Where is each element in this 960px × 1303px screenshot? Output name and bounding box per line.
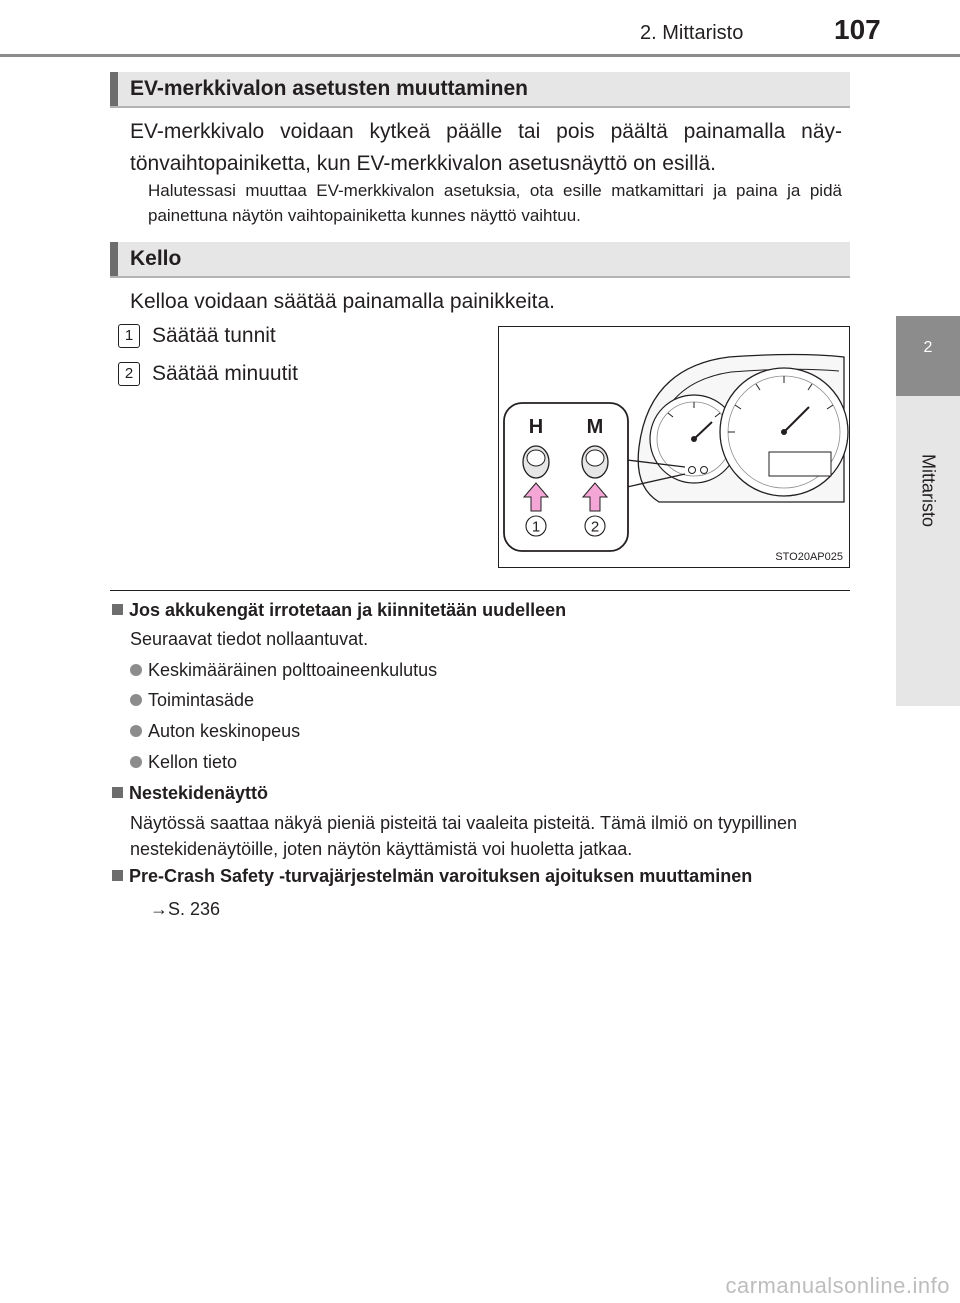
step-hours xyxy=(118,324,276,348)
list-item: Auton keskinopeus xyxy=(130,721,300,742)
cluster-display xyxy=(769,452,831,476)
section-title-clock: Kello xyxy=(130,247,182,270)
page-number: 107 xyxy=(834,14,881,45)
cluster-button-h xyxy=(689,467,696,474)
header-chapter: 2. Mittaristo xyxy=(640,22,744,44)
step-text: Säätää tunnit xyxy=(152,324,276,347)
button-h-top xyxy=(527,450,545,466)
section-heading-ev xyxy=(110,72,850,108)
clock-intro-text: Kelloa voidaan säätää painamalla painikkeita. xyxy=(130,290,555,313)
watermark: carmanualsonline.info xyxy=(725,1273,950,1298)
instrument-cluster-illustration xyxy=(499,327,849,567)
step-number: 1 xyxy=(118,324,140,348)
bullet-dot-icon xyxy=(130,664,142,676)
note-title-text: Jos akkukengät irrotetaan ja kiinnitetään uudelleen xyxy=(129,600,567,620)
clock-adjust-figure xyxy=(498,326,850,568)
note-precrash-ref[interactable]: →S. 236 xyxy=(150,899,221,919)
note-precrash-title xyxy=(112,866,752,887)
bullet-dot-icon xyxy=(130,694,142,706)
ev-main-text: EV-merkkivalo voidaan kytkeä päälle tai pois päältä painamalla näytönvaihtopainiketta, kun EV-merkkivalon asetusnäyttö on esillä. xyxy=(130,120,842,175)
chapter-tab: 2 xyxy=(896,316,960,396)
bullet-dot-icon xyxy=(130,725,142,737)
button-m-top xyxy=(586,450,604,466)
chapter-tab-label: Mittaristo xyxy=(918,453,939,527)
callout-number-1: 1 xyxy=(531,518,541,536)
section-marker xyxy=(110,242,118,276)
note-lcd-text: Näytössä saattaa näkyä pieniä pisteitä tai vaaleita pisteitä. Tämä ilmiö on tyypillinen nestekidenäytöille, joten näytön käyttämistä voi huoletta jatkaa. xyxy=(130,813,798,859)
magnified-panel xyxy=(504,403,628,551)
section-heading-clock xyxy=(110,242,850,278)
square-bullet-icon xyxy=(112,787,123,798)
square-bullet-icon xyxy=(112,870,123,881)
label-m: M xyxy=(586,416,604,438)
note-battery-title xyxy=(112,600,566,621)
step-number: 2 xyxy=(118,362,140,386)
callout-number-2: 2 xyxy=(590,518,600,536)
step-text: Säätää minuutit xyxy=(152,362,298,385)
list-item: Toimintasäde xyxy=(130,690,254,711)
right-gauge-hub xyxy=(781,429,787,435)
figure-code: STO20AP025 xyxy=(775,551,843,563)
list-item: Kellon tieto xyxy=(130,752,237,773)
cluster-button-m xyxy=(701,467,708,474)
note-lcd-title xyxy=(112,783,268,804)
square-bullet-icon xyxy=(112,604,123,615)
left-gauge-hub xyxy=(691,436,697,442)
bullet-dot-icon xyxy=(130,756,142,768)
step-minutes xyxy=(118,362,298,386)
notes-rule xyxy=(110,590,850,591)
label-h: H xyxy=(528,416,544,438)
note-title-text: Pre-Crash Safety -turvajärjestelmän varoituksen ajoituksen muuttaminen xyxy=(129,866,753,886)
header-rule xyxy=(0,54,960,57)
note-battery-text: Seuraavat tiedot nollaantuvat. xyxy=(130,629,369,649)
note-title-text: Nestekidenäyttö xyxy=(129,783,269,803)
list-item: Keskimääräinen polttoaineenkulutus xyxy=(130,660,437,681)
section-title-ev: EV-merkkivalon asetusten muuttaminen xyxy=(130,77,528,100)
section-marker xyxy=(110,72,118,106)
ev-note-text: Halutessasi muuttaa EV-merkkivalon asetuksia, ota esille matkamittari ja paina ja pidä painettuna näytön vaihtopainiketta kunnes näyttö vaihtuu. xyxy=(148,181,842,225)
